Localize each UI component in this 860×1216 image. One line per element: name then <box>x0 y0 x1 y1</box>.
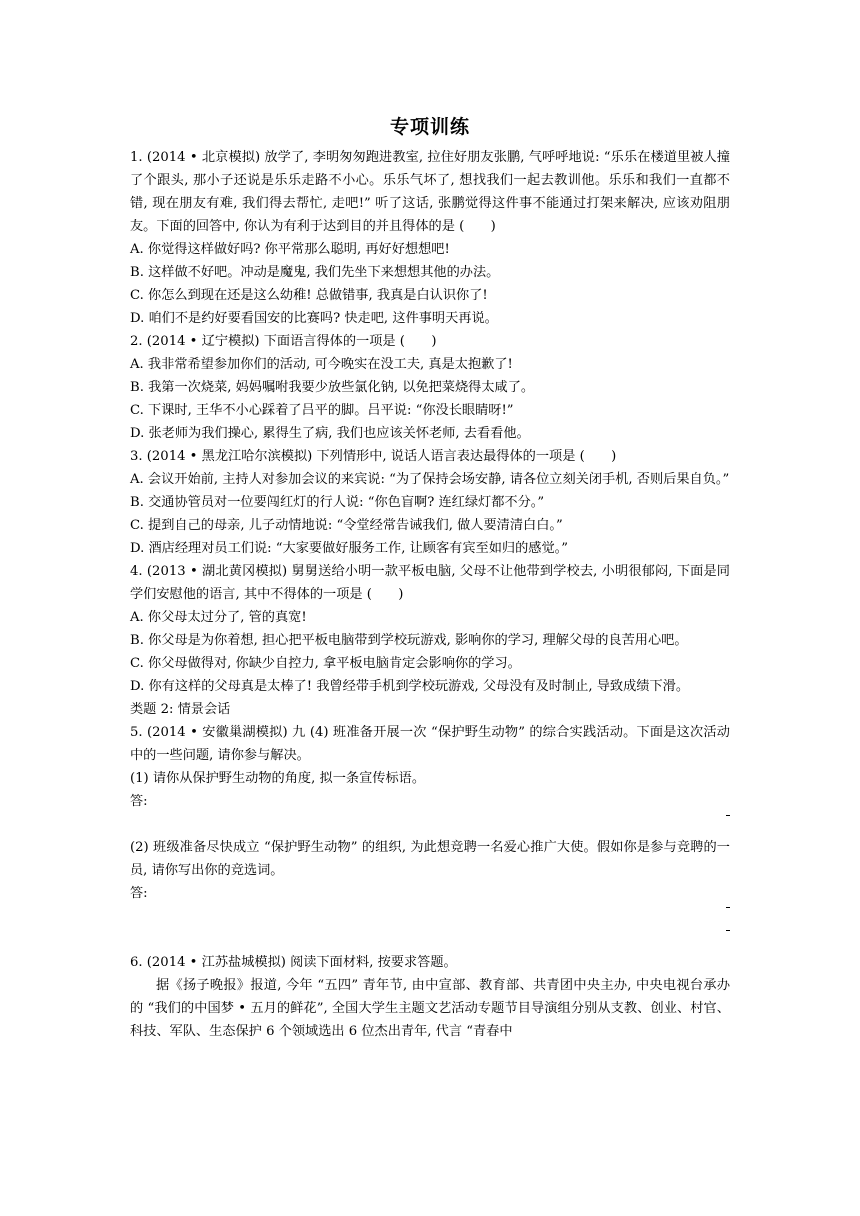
question-4-option-d: D. 你有这样的父母真是太棒了! 我曾经带手机到学校玩游戏, 父母没有及时制止, 导致成绩下滑。 <box>130 679 690 694</box>
question-4-option-c: C. 你父母做得对, 你缺少自控力, 拿平板电脑肯定会影响你的学习。 <box>130 656 521 671</box>
answer-line-mark <box>726 907 730 908</box>
question-4-option-a: A. 你父母太过分了, 管的真宽! <box>130 610 307 625</box>
document-page <box>130 110 730 1190</box>
question-2-stem: 2. (2014 • 辽宁模拟) 下面语言得体的一项是 ( ) <box>130 334 437 349</box>
question-1-option-a: A. 你觉得这样做好吗? 你平常那么聪明, 再好好想想吧! <box>130 242 450 257</box>
question-3-option-a: A. 会议开始前, 主持人对参加会议的来宾说: “为了保持会场安静, 请各位立刻关闭手机, 否则后果自负。” <box>130 472 730 487</box>
question-2-option-b: B. 我第一次烧菜, 妈妈嘱咐我要少放些氯化钠, 以免把菜烧得太咸了。 <box>130 380 535 395</box>
question-5-part-2: (2) 班级准备尽快成立 “保护野生动物” 的组织, 为此想竞聘一名爱心推广大使。假如你是参与竞聘的一员, 请你写出你的竞选词。 <box>130 840 730 878</box>
question-3-option-c: C. 提到自己的母亲, 儿子动情地说: “令堂经常告诫我们, 做人要清清白白。” <box>130 518 563 533</box>
question-1-option-b: B. 这样做不好吧。冲动是魔鬼, 我们先坐下来想想其他的办法。 <box>130 265 500 280</box>
page-title: 专项训练 <box>389 116 470 138</box>
question-2-option-a: A. 我非常希望参加你们的活动, 可今晚实在没工夫, 真是太抱歉了! <box>130 357 513 372</box>
question-5-part-1: (1) 请你从保护野生动物的角度, 拟一条宣传标语。 <box>130 771 426 786</box>
question-3-stem: 3. (2014 • 黑龙江哈尔滨模拟) 下列情形中, 说话人语言表达最得体的一项是 ( ) <box>130 449 617 464</box>
section-heading: 类题 2: 情景会话 <box>130 702 231 717</box>
answer-line-mark <box>726 815 730 816</box>
answer-blank <box>130 905 730 928</box>
question-6-passage: 据《扬子晚报》报道, 今年 “五四” 青年节, 由中宣部、教育部、共青团中央主办, 中央电视台承办的 “我们的中国梦 • 五月的鲜花”, 全国大学生主题文艺活动专题节目导演组分别从支教、创业、村官、科技、军队、生态保护 6 个领域选出 6 位杰出青年, 代言 “青春中 <box>130 978 730 1039</box>
question-4-option-b: B. 你父母是为你着想, 担心把平板电脑带到学校玩游戏, 影响你的学习, 理解父母的良苦用心吧。 <box>130 633 688 648</box>
question-4-stem: 4. (2013 • 湖北黄冈模拟) 舅舅送给小明一款平板电脑, 父母不让他带到学校去, 小明很郁闷, 下面是同学们安慰他的语言, 其中不得体的一项是 ( ) <box>130 564 730 602</box>
answer-label: 答: <box>130 794 148 809</box>
question-3-option-b: B. 交通协管员对一位要闯红灯的行人说: “你色盲啊? 连红绿灯都不分。” <box>130 495 545 510</box>
question-3-option-d: D. 酒店经理对员工们说: “大家要做好服务工作, 让顾客有宾至如归的感觉。” <box>130 541 569 556</box>
answer-label: 答: <box>130 886 148 901</box>
question-1-option-d: D. 咱们不是约好要看国安的比赛吗? 快走吧, 这件事明天再说。 <box>130 311 498 326</box>
question-1-stem: 1. (2014 • 北京模拟) 放学了, 李明匆匆跑进教室, 拉住好朋友张鹏, 气呼呼地说: “乐乐在楼道里被人撞了个跟头, 那小子还说是乐乐走路不小心。乐乐气坏了, 想找我们一起去教训他。乐乐和我们一直都不错, 现在朋友有难, 我们得去帮忙, 走吧!” 听了这话, 张鹏觉得这件事不能通过打架来解决, 应该劝阻朋友。下面的回答中, 你认为有利于达到目的并且得体的是 ( ) <box>130 150 730 234</box>
answer-blank <box>130 813 730 836</box>
question-1-option-c: C. 你怎么到现在还是这么幼稚! 总做错事, 我真是白认识你了! <box>130 288 488 303</box>
answer-line-mark <box>726 930 730 931</box>
question-2-option-c: C. 下课时, 王华不小心踩着了吕平的脚。吕平说: “你没长眼睛呀!” <box>130 403 514 418</box>
answer-blank <box>130 928 730 951</box>
question-2-option-d: D. 张老师为我们操心, 累得生了病, 我们也应该关怀老师, 去看看他。 <box>130 426 530 441</box>
question-6-stem: 6. (2014 • 江苏盐城模拟) 阅读下面材料, 按要求答题。 <box>130 955 457 970</box>
question-5-stem: 5. (2014 • 安徽巢湖模拟) 九 (4) 班准备开展一次 “保护野生动物” 的综合实践活动。下面是这次活动中的一些问题, 请你参与解决。 <box>130 725 730 763</box>
